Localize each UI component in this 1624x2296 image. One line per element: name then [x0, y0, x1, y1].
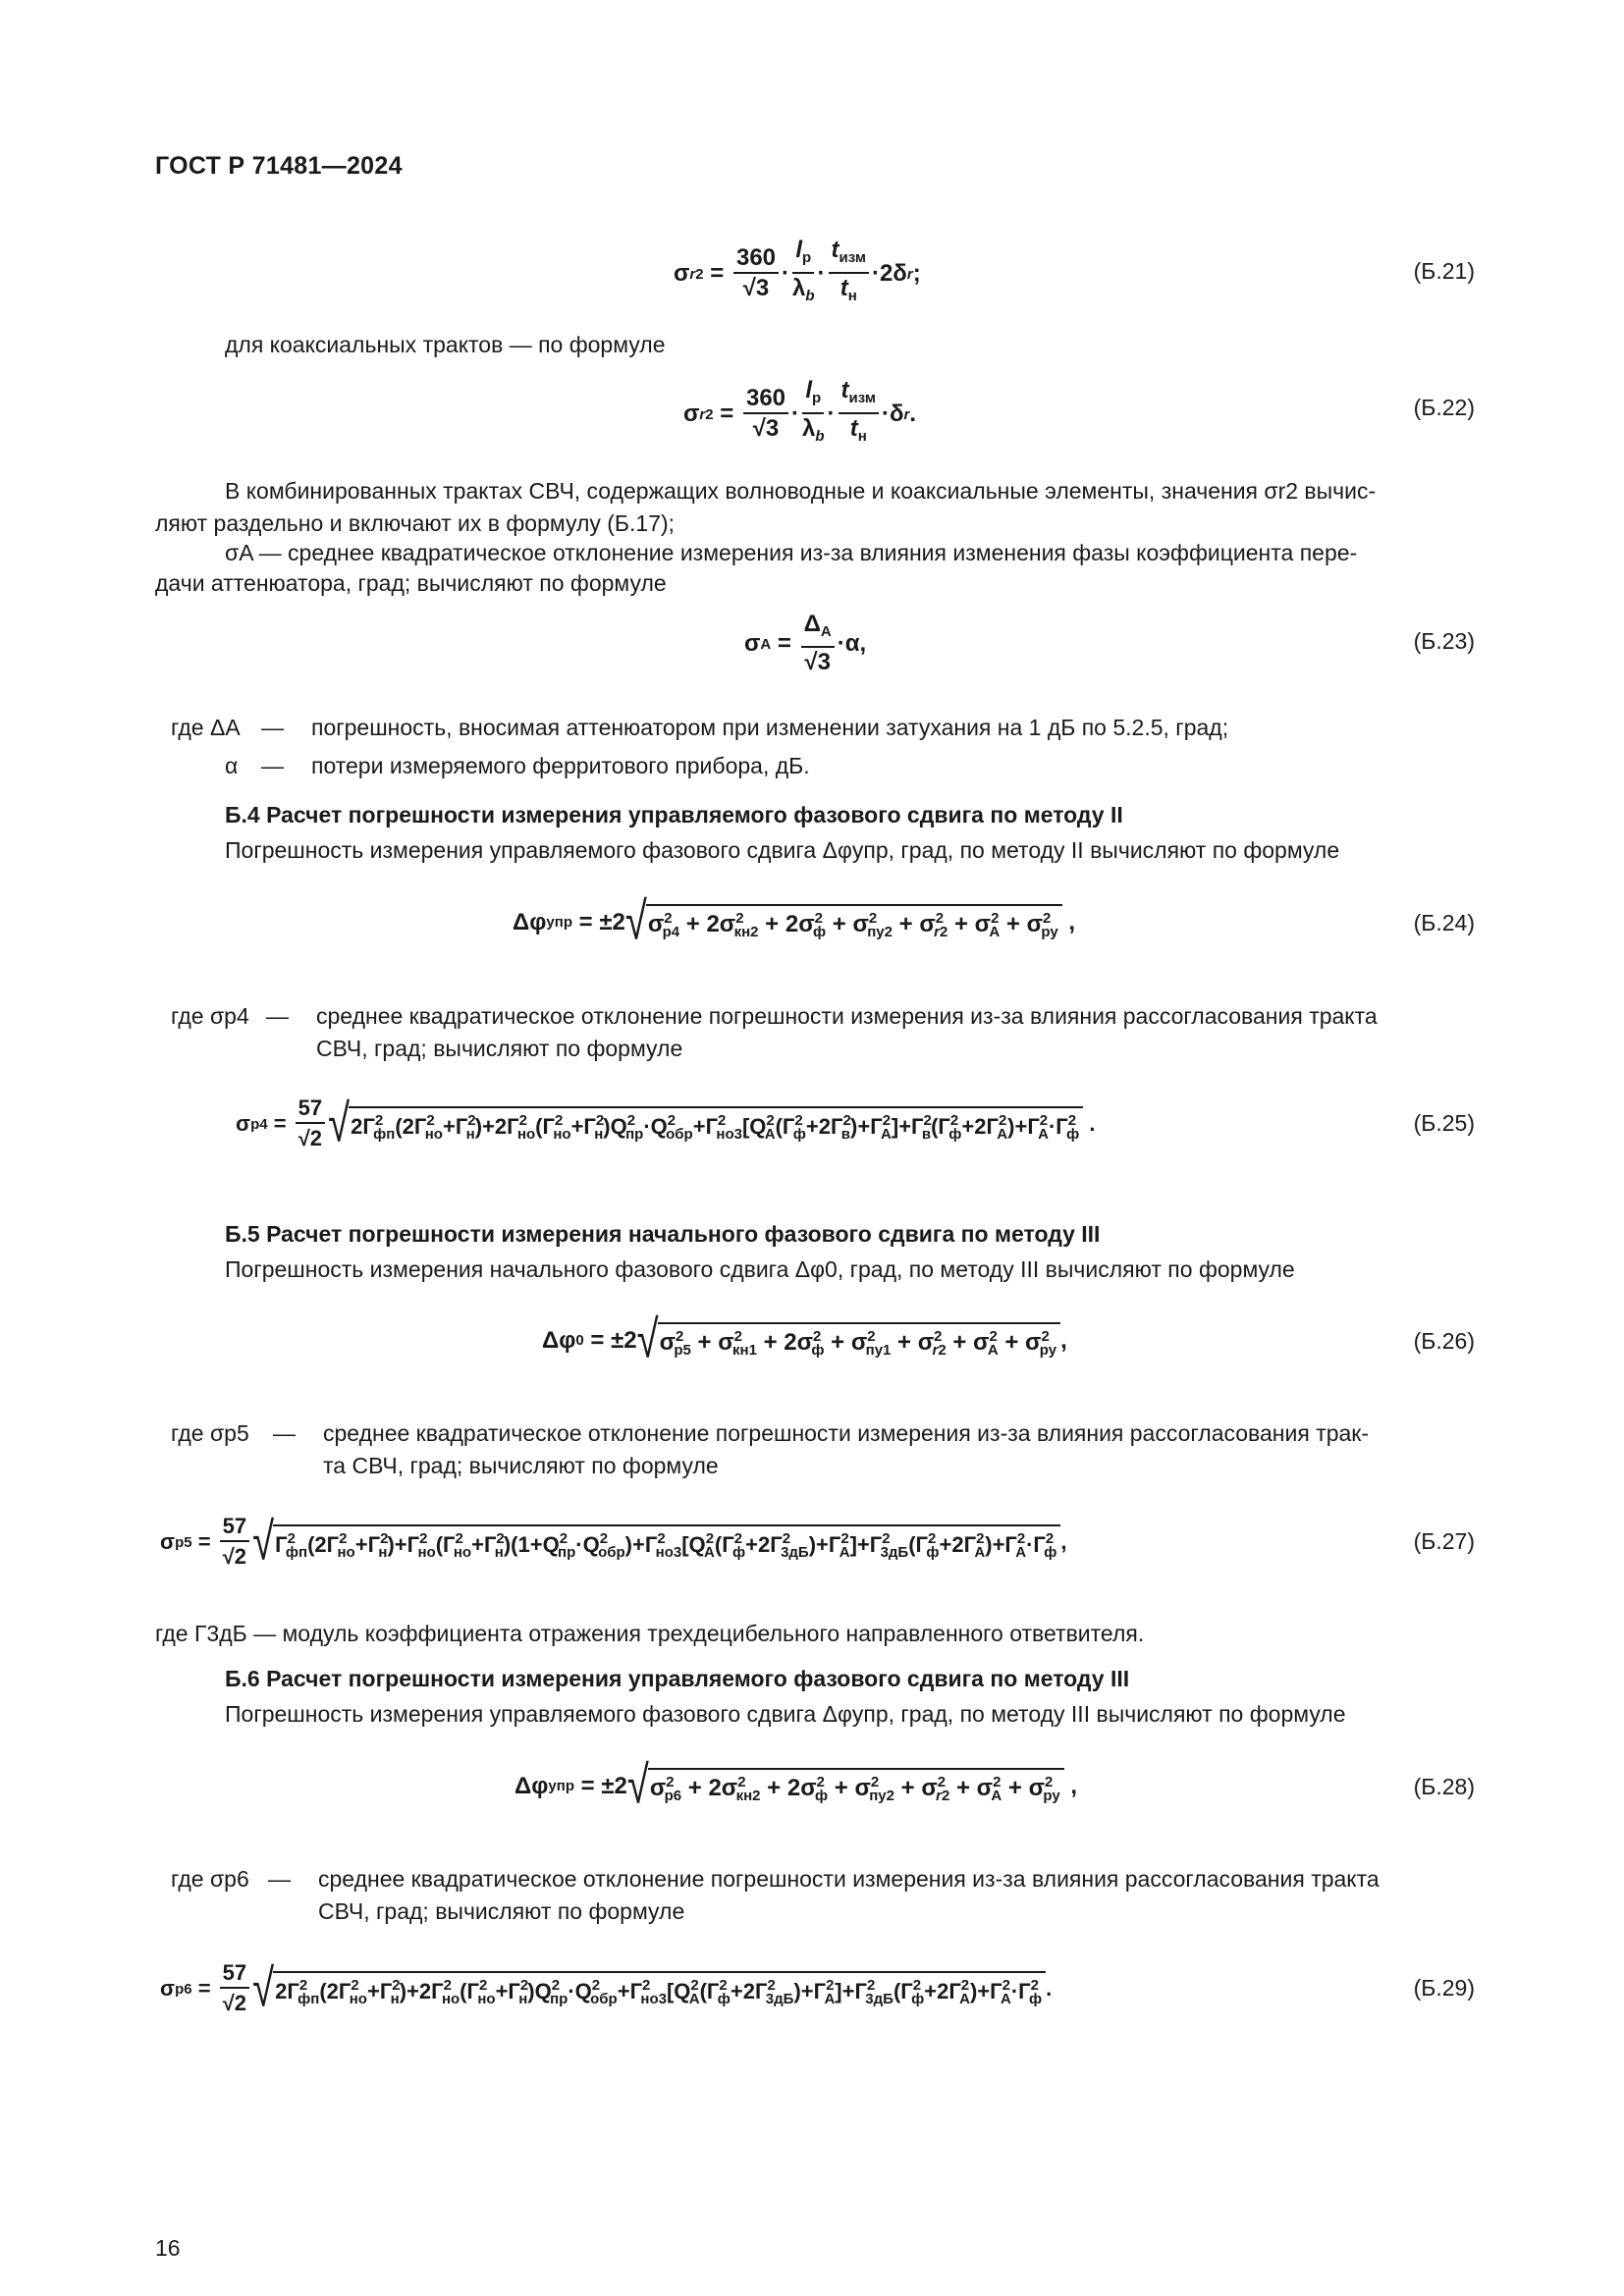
page-number: 16 [155, 2235, 181, 2261]
equation-number: (Б.25) [1413, 1110, 1475, 1136]
paragraph: σA — среднее квадратическое отклонение измерения из-за влияния изменения фазы коэффициента пере- [225, 540, 1358, 565]
formula-b28: Δφ упр = ±2 √ $\sigma^2_{р6} + 2\sigma^2_{кн2} + 2\sigma^2_ф + \sigma^2_{пу2} + \sigma^2_{r2} + \sigma^2_A + \sigma^2_{ру}$ , [514, 1756, 1078, 1815]
definition-dash: — [261, 715, 284, 740]
formula-b23: σ A = $\frac{\Delta_A}{√3}$ ·α, [744, 611, 867, 675]
paragraph: Погрешность измерения начального фазового сдвига Δφ0, град, по методу III вычисляют по формуле [225, 1256, 1295, 1282]
definition-text: СВЧ, град; вычисляют по формуле [318, 1898, 685, 1924]
formula-b21: σ r2 = $\frac{360}{√3}$ · $\frac{l_р}{\lambda_b}$ · $\frac{t_{изм}}{t_н}$ ·2δ r ; [674, 237, 921, 304]
definition-dash: — [273, 1420, 296, 1446]
definition-text: среднее квадратическое отклонение погрешности измерения из-за влияния рассогласования тракта [316, 1003, 1378, 1029]
formula-b24: Δφ упр = ±2 √ $\sigma^2_{р4} + 2\sigma^2_{кн2} + 2\sigma^2_ф + \sigma^2_{пу2} + \sigma^2_{r2} + \sigma^2_A + \sigma^2_{ру}$ , [513, 892, 1076, 951]
section-title-b4: Б.4 Расчет погрешности измерения управляемого фазового сдвига по методу II [225, 802, 1123, 828]
definition-text: потери измеряемого ферритового прибора, дБ. [311, 753, 810, 778]
definition-text: среднее квадратическое отклонение погрешности измерения из-за влияния рассогласования тракта [318, 1866, 1380, 1892]
formula-b22: σ r2 = $\frac{360}{√3}$ · $\frac{l_р}{\lambda_b}$ · $\frac{t_{изм}}{t_н}$ ·δ r . [683, 377, 917, 445]
equation-number: (Б.24) [1413, 910, 1475, 935]
document-header: ГОСТ Р 71481—2024 [155, 152, 403, 180]
equation-number: (Б.23) [1413, 628, 1475, 654]
paragraph: Погрешность измерения управляемого фазового сдвига Δφупр, град, по методу III вычисляют по формуле [225, 1701, 1346, 1727]
paragraph: где Г3дБ — модуль коэффициента отражения трехдецибельного направленного ответвителя. [155, 1621, 1145, 1646]
section-title-b6: Б.6 Расчет погрешности измерения управляемого фазового сдвига по методу III [225, 1666, 1130, 1691]
formula-b25: σ р4 = $\frac{57}{√2}$ √ $2Г^2_{фп}(2Г^2_{но}+Г^2_н)+2Г^2_{но}(Г^2_{но}+Г^2_н)Q^2_{пр}\cdot Q^2_{обр}+Г^2_{но3}[Q^2_A(Г^2_ф+2Г^2_в)+Г^2_A]+Г^2_в(Г^2_ф+2Г^2_A)+Г^2_A\cdot Г^2_ф$ . [236, 1094, 1096, 1153]
paragraph: В комбинированных трактах СВЧ, содержащих волноводные и коаксиальные элементы, значения σr2 вычис- [225, 478, 1377, 504]
definition-text: среднее квадратическое отклонение погрешности измерения из-за влияния рассогласования трак- [323, 1420, 1370, 1446]
paragraph: ляют раздельно и включают их в формулу (Б.17); [155, 510, 676, 536]
formula-b27: σ р5 = $\frac{57}{√2}$ √ $Г^2_{фп}(2Г^2_{но}+Г^2_н)+Г^2_{но}(Г^2_{но}+Г^2_н)(1+Q^2_{пр}\cdot Q^2_{обр})+Г^2_{но3}[Q^2_A(Г^2_ф+2Г^2_{3дБ})+Г^2_A]+Г^2_{3дБ}(Г^2_ф+2Г^2_A)+Г^2_A\cdot Г^2_ф$ , [160, 1512, 1067, 1572]
paragraph: для коаксиальных трактов — по формуле [225, 332, 666, 357]
equation-number: (Б.29) [1413, 1975, 1475, 2001]
equation-number: (Б.27) [1413, 1528, 1475, 1554]
definition-symbol: где ΔA [171, 715, 241, 740]
definition-dash: — [266, 1003, 289, 1029]
definition-symbol: где σр4 [171, 1003, 249, 1029]
equation-number: (Б.28) [1413, 1774, 1475, 1799]
definition-symbol: α [225, 753, 239, 778]
paragraph: Погрешность измерения управляемого фазового сдвига Δφупр, град, по методу II вычисляют по формуле [225, 837, 1340, 863]
formula-b29: σ р6 = $\frac{57}{√2}$ √ $2Г^2_{фп}(2Г^2_{но}+Г^2_н)+2Г^2_{но}(Г^2_{но}+Г^2_н)Q^2_{пр}\cdot Q^2_{обр}+Г^2_{но3}[Q^2_A(Г^2_ф+2Г^2_{3дБ})+Г^2_A]+Г^2_{3дБ}(Г^2_ф+2Г^2_A)+Г^2_A\cdot Г^2_ф$ . [160, 1958, 1053, 2018]
section-title-b5: Б.5 Расчет погрешности измерения начального фазового сдвига по методу III [225, 1221, 1101, 1247]
equation-number: (Б.22) [1413, 395, 1475, 420]
paragraph: дачи аттенюатора, град; вычисляют по формуле [155, 570, 667, 596]
definition-text: та СВЧ, град; вычисляют по формуле [323, 1453, 719, 1478]
formula-b26: Δφ 0 = ±2 √ $\sigma^2_{р5} + \sigma^2_{кн1} + 2\sigma^2_ф + \sigma^2_{пу1} + \sigma^2_{r2} + \sigma^2_A + \sigma^2_{ру}$ , [542, 1310, 1067, 1369]
definition-symbol: где σр6 [171, 1866, 249, 1892]
equation-number: (Б.26) [1413, 1328, 1475, 1354]
definition-text: СВЧ, град; вычисляют по формуле [316, 1036, 683, 1061]
definition-text: погрешность, вносимая аттенюатором при изменении затухания на 1 дБ по 5.2.5, град; [311, 715, 1229, 740]
definition-dash: — [261, 753, 284, 778]
equation-number: (Б.21) [1413, 258, 1475, 284]
definition-symbol: где σр5 [171, 1420, 249, 1446]
definition-dash: — [268, 1866, 291, 1892]
